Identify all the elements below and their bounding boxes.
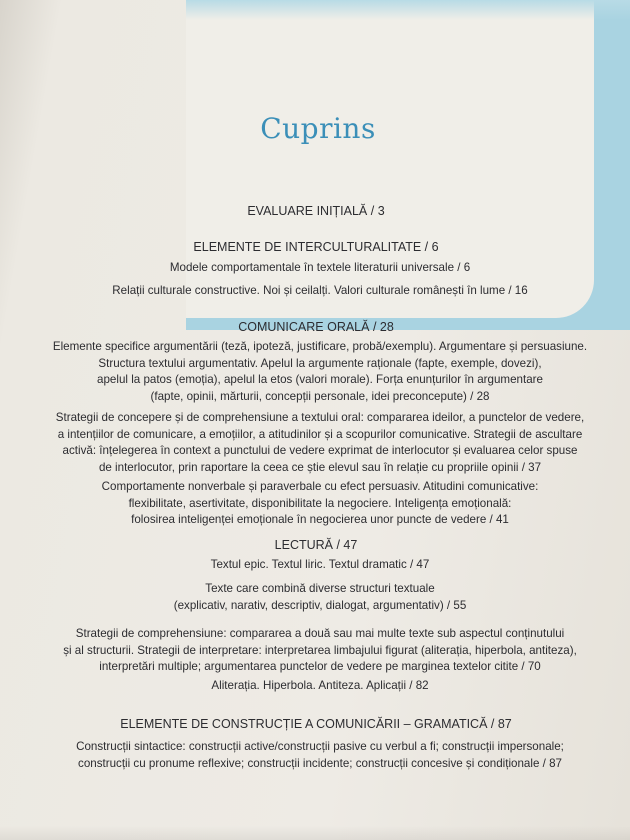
toc-entry-line: Comportamente nonverbale și paraverbale cu efect persuasiv. Atitudini comunicative: [101, 480, 539, 493]
toc-entry-line: Strategii de concepere și de comprehensiune a textului oral: compararea ideilor, a punctelor de vedere, [55, 411, 585, 424]
toc-entry-line: Modele comportamentale în textele literaturii universale / 6 [169, 261, 471, 274]
toc-entry-line: de interlocutor, prin raportare la ceea ce știe elevul sau în relație cu propriile opinii / 37 [98, 460, 542, 474]
toc-entry [40, 283, 600, 300]
page-title: Cuprins [260, 112, 376, 145]
toc-entry-line: construcții cu pronume reflexive; construcții incidente; construcții concesive și condiționale / 87 [78, 756, 562, 770]
toc-entry [40, 479, 600, 529]
toc-entry-line: apelul la patos (emoția), apelul la etos (valori morale). Forța enunțurilor în argumentare [97, 373, 543, 386]
toc-entry [40, 581, 600, 614]
toc-entry [36, 739, 604, 772]
toc-entry-line: (explicativ, narativ, descriptiv, dialogat, argumentativ) / 55 [173, 598, 467, 612]
toc-entry-line: a intențiilor de comunicare, a emoțiilor, a atitudinilor și a scopurilor comunicative. Strategii de ascultare [57, 427, 583, 441]
toc-entry-line: Elemente specifice argumentării (teză, ipoteză, justificare, probă/exemplu). Argumentare și persuasiune. [52, 340, 588, 353]
section-heading-lectura: LECTURĂ / 47 [274, 538, 358, 552]
toc-entry [40, 678, 600, 695]
toc-entry-line: flexibilitate, asertivitate, disponibilitate la negociere. Inteligența emoțională: [128, 496, 512, 510]
toc-entry-line: și al structurii. Strategii de interpretare: interpretarea limbajului figurat (aliterația, hiperbola, antiteza), [63, 643, 577, 657]
page-bottom-shadow [0, 826, 630, 840]
toc-entry-line: folosirea inteligenței emoționale în negocierea unor puncte de vedere / 41 [131, 513, 509, 526]
toc-entry-line: Structura textului argumentativ. Apelul la argumente raționale (fapte, exemple, dovezi), [98, 356, 542, 370]
toc-entry [36, 410, 604, 476]
section-heading-gramatica: ELEMENTE DE CONSTRUCȚIE A COMUNICĂRII – GRAMATICĂ / 87 [120, 717, 512, 731]
toc-entry-line: Textul epic. Textul liric. Textul dramatic / 47 [210, 558, 430, 571]
toc-entry-line: Relații culturale constructive. Noi și ceilalți. Valori culturale românești în lume / 16 [112, 284, 528, 297]
toc-entry-line: activă: înțelegerea în context a punctului de vedere exprimat de interlocutor și evaluarea celor spuse [62, 444, 578, 457]
section-heading-interculturalitate: ELEMENTE DE INTERCULTURALITATE / 6 [193, 240, 439, 254]
toc-entry-line: interpretări multiple; argumentarea punctelor de vedere pe marginea textelor citite / 70 [99, 660, 541, 673]
toc-entry-line: (fapte, opinii, mărturii, concepții personale, idei preconcepute) / 28 [150, 389, 490, 403]
toc-entry [40, 260, 600, 277]
toc-entry [36, 339, 604, 405]
section-evaluare: EVALUARE INIȚIALĂ / 3 [247, 204, 385, 218]
toc-entry-line: Strategii de comprehensiune: compararea a două sau mai multe texte sub aspectul conținutului [75, 627, 565, 640]
toc-entry-line: Construcții sintactice: construcții active/construcții pasive cu verbul a fi; construcții impersonale; [76, 740, 564, 753]
section-heading-comunicare: COMUNICARE ORALĂ / 28 [238, 320, 394, 334]
toc-entry-line: Aliterația. Hiperbola. Antiteza. Aplicații / 82 [211, 679, 429, 692]
toc-entry [36, 626, 604, 676]
toc-entry-line: Texte care combină diverse structuri textuale [205, 582, 435, 595]
toc-entry [40, 557, 600, 574]
